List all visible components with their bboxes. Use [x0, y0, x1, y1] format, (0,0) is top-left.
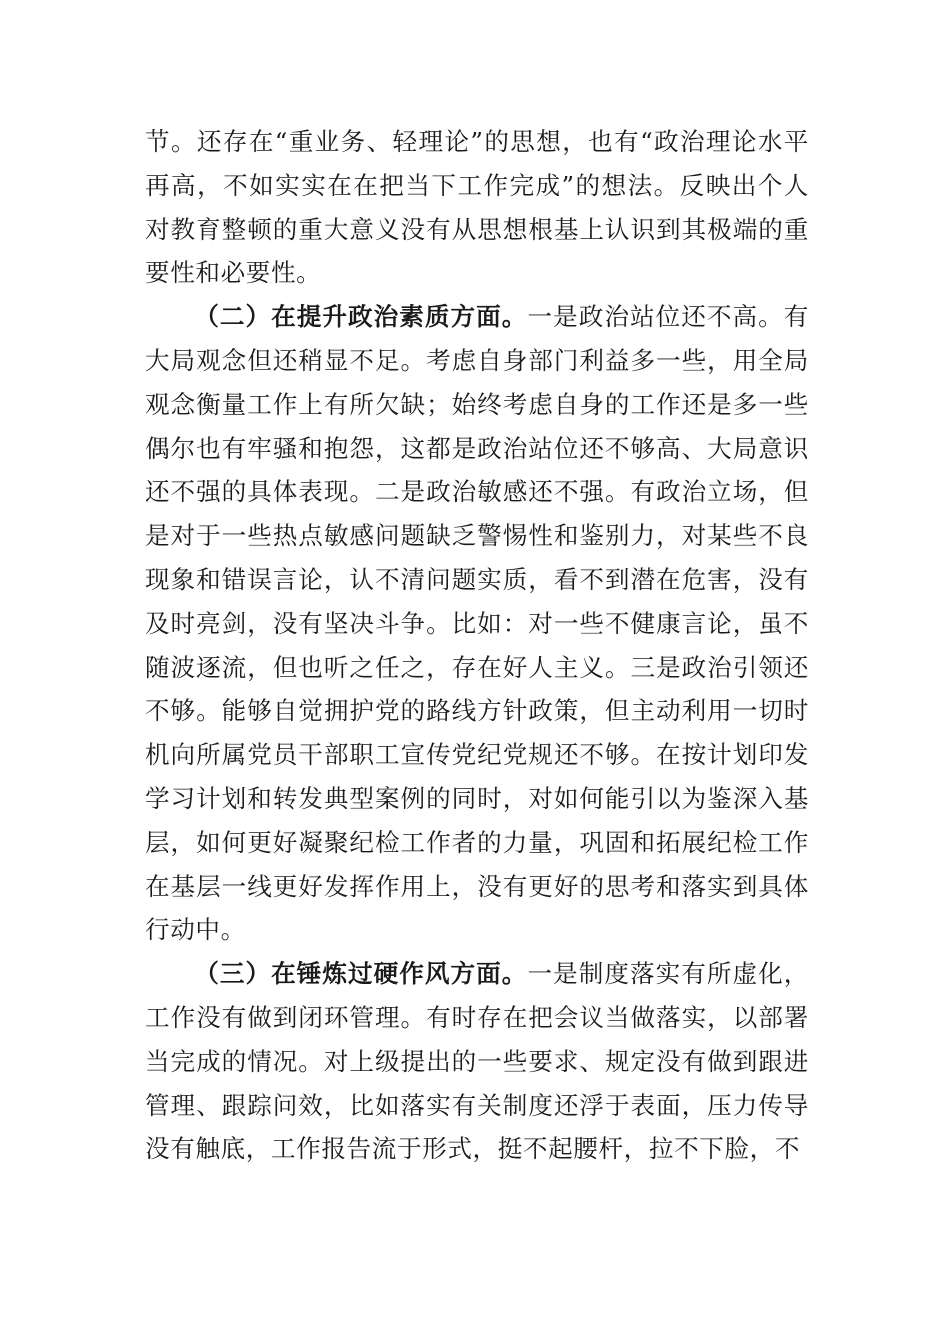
section-heading-3: （三）在锤炼过硬作风方面。 — [194, 959, 528, 989]
paragraph-work-style — [145, 952, 809, 1171]
paragraph-continuation — [145, 120, 809, 295]
section-heading-2: （二）在提升政治素质方面。 — [194, 302, 528, 332]
document-body — [145, 120, 809, 1171]
paragraph-political-quality — [145, 295, 809, 952]
paragraph-body: 一是政治站位还不高。有大局观念但还稍显不足。考虑自身部门利益多一些，用全局观念衡量工作上有所欠缺；始终考虑自身的工作还是多一些偶尔也有牢骚和抱怨，这都是政治站位还不够高、大局意识还不强的具体表现。二是政治敏感还不强。有政治立场，但是对于一些热点敏感问题缺乏警惕性和鉴别力，对某些不良现象和错误言论，认不清问题实质，看不到潜在危害，没有及时亮剑，没有坚决斗争。比如：对一些不健康言论，虽不随波逐流，但也听之任之，存在好人主义。三是政治引领还不够。能够自觉拥护党的路线方针政策，但主动利用一切时机向所属党员干部职工宣传党纪党规还不够。在按计划印发学习计划和转发典型案例的同时，对如何能引以为鉴深入基层，如何更好凝聚纪检工作者的力量，巩固和拓展纪检工作在基层一线更好发挥作用上，没有更好的思考和落实到具体行动中。 — [145, 302, 809, 945]
paragraph-body: 节。还存在“重业务、轻理论”的思想，也有“政治理论水平再高，不如实实在在把当下工作完成”的想法。反映出个人对教育整顿的重大意义没有从思想根基上认识到其极端的重要性和必要性。 — [145, 127, 809, 288]
paragraph-body: 一是制度落实有所虚化，工作没有做到闭环管理。有时存在把会议当做落实，以部署当完成的情况。对上级提出的一些要求、规定没有做到跟进管理、跟踪问效，比如落实有关制度还浮于表面，压力传导没有触底，工作报告流于形式，挺不起腰杆，拉不下脸，不 — [145, 959, 809, 1164]
